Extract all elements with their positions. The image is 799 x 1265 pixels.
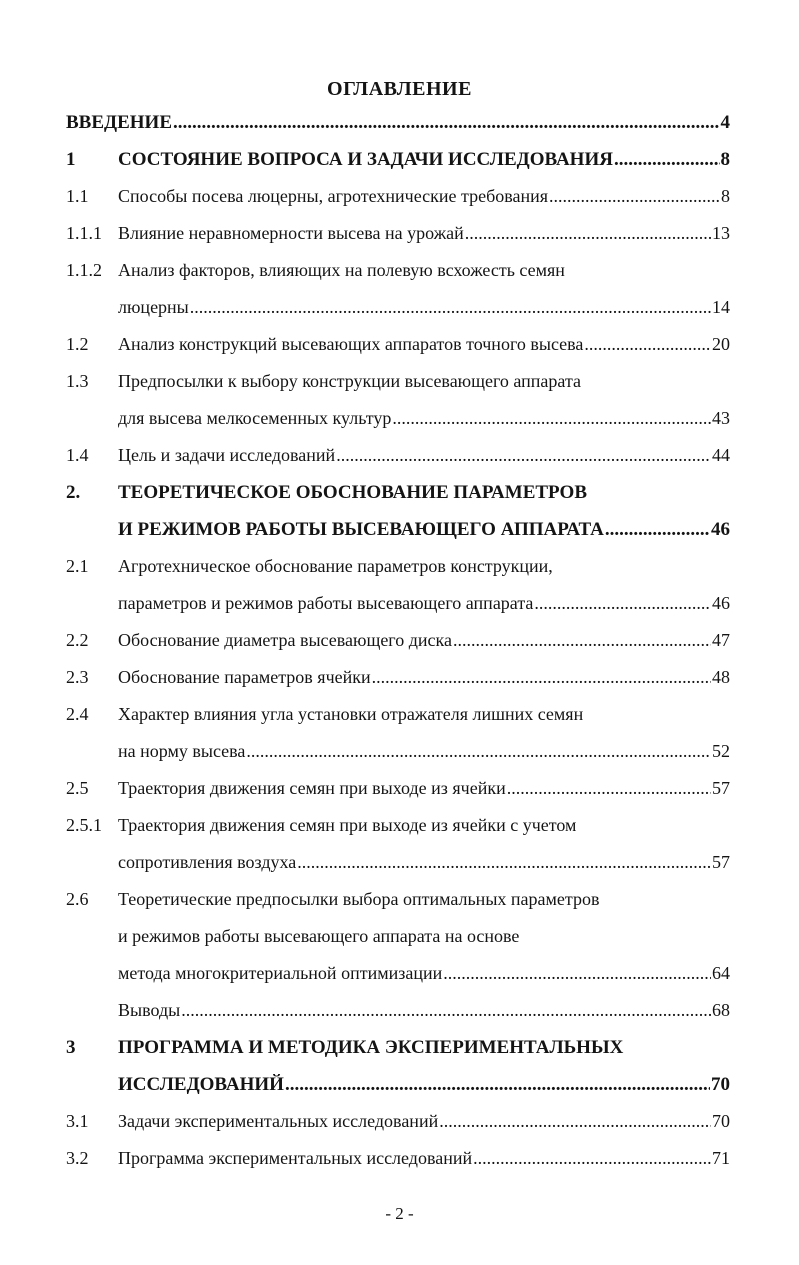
toc-entry bbox=[66, 445, 730, 473]
toc-entry-page: 71 bbox=[712, 1148, 730, 1168]
toc-leader-dots bbox=[285, 1074, 710, 1096]
toc-leader-dots bbox=[297, 852, 711, 873]
toc-entry-title: и режимов работы высевающего аппарата на основе bbox=[118, 926, 520, 946]
toc-entry-title: Агротехническое обоснование параметров конструкции, bbox=[118, 556, 553, 576]
toc-entry-title: Задачи экспериментальных исследований bbox=[118, 1111, 439, 1131]
toc-entry-page: 8 bbox=[721, 186, 730, 206]
toc-entry-body bbox=[118, 741, 730, 762]
toc-entry bbox=[66, 1037, 730, 1065]
toc-entry-body bbox=[118, 778, 730, 799]
toc-entry-title: ВВЕДЕНИЕ bbox=[66, 112, 172, 133]
toc-entry bbox=[66, 1148, 730, 1176]
toc-entry-title: Способы посева люцерны, агротехнические требования bbox=[118, 186, 549, 206]
toc-leader-dots bbox=[173, 112, 720, 134]
toc-entry-body bbox=[118, 926, 730, 947]
toc-entry-title: на норму высева bbox=[118, 741, 246, 761]
toc-entry bbox=[66, 1000, 730, 1028]
toc-entry-page: 52 bbox=[712, 741, 730, 761]
toc-entry-page: 46 bbox=[711, 519, 730, 540]
toc-entry-title: Траектория движения семян при выходе из ячейки с учетом bbox=[118, 815, 577, 835]
toc-entry-number: 2.1 bbox=[66, 556, 89, 576]
toc-entry-title: И РЕЖИМОВ РАБОТЫ ВЫСЕВАЮЩЕГО АППАРАТА bbox=[118, 519, 604, 540]
toc-entry-title: Обоснование диаметра высевающего диска bbox=[118, 630, 452, 650]
toc-entry-title: Обоснование параметров ячейки bbox=[118, 667, 371, 687]
toc-entry-number: 2.5.1 bbox=[66, 815, 102, 835]
toc-entry-body bbox=[118, 1074, 730, 1096]
toc-leader-dots bbox=[584, 334, 711, 355]
toc-entry bbox=[66, 556, 730, 584]
toc-entry-page: 14 bbox=[712, 297, 730, 317]
toc-entry-page: 8 bbox=[720, 149, 730, 170]
toc-entry-title: СОСТОЯНИЕ ВОПРОСА И ЗАДАЧИ ИССЛЕДОВАНИЯ bbox=[118, 149, 613, 170]
toc-entry bbox=[66, 519, 730, 547]
toc-entry-page: 47 bbox=[712, 630, 730, 650]
toc-entry-body bbox=[118, 408, 730, 429]
toc-entry-number: 2. bbox=[66, 482, 81, 503]
toc-entry-body bbox=[118, 889, 730, 910]
toc-entry-body bbox=[118, 371, 730, 392]
toc-entry bbox=[66, 334, 730, 362]
toc-entry-title: Цель и задачи исследований bbox=[118, 445, 336, 465]
toc-entry-title: метода многокритериальной оптимизации bbox=[118, 963, 443, 983]
toc-entry-body bbox=[118, 556, 730, 577]
toc-leader-dots bbox=[246, 741, 711, 762]
toc-entry bbox=[66, 778, 730, 806]
toc-entry-title: Траектория движения семян при выходе из ячейки bbox=[118, 778, 506, 798]
toc-entry-page: 46 bbox=[712, 593, 730, 613]
toc-entry-page: 70 bbox=[712, 1111, 730, 1131]
toc-entry-body bbox=[118, 482, 730, 504]
toc-leader-dots bbox=[190, 297, 711, 318]
toc-entry-number: 1 bbox=[66, 149, 76, 170]
toc-entry-title: ИССЛЕДОВАНИЙ bbox=[118, 1074, 284, 1095]
toc-entry-title: Анализ конструкций высевающих аппаратов точного высева bbox=[118, 334, 584, 354]
toc-leader-dots bbox=[465, 223, 711, 244]
toc-entry-number: 1.1.2 bbox=[66, 260, 102, 280]
toc-entry-title: Характер влияния угла установки отражателя лишних семян bbox=[118, 704, 584, 724]
toc-entry-page: 13 bbox=[712, 223, 730, 243]
toc-entry-number: 3.2 bbox=[66, 1148, 89, 1168]
toc-entry-title: Влияние неравномерности высева на урожай bbox=[118, 223, 464, 243]
toc-entry-title: Предпосылки к выбору конструкции высевающего аппарата bbox=[118, 371, 582, 391]
toc-entry-page: 68 bbox=[712, 1000, 730, 1020]
toc-entry bbox=[66, 112, 730, 140]
toc-entry-page: 48 bbox=[712, 667, 730, 687]
toc-entry-title: ПРОГРАММА И МЕТОДИКА ЭКСПЕРИМЕНТАЛЬНЫХ bbox=[118, 1037, 624, 1058]
toc-entry bbox=[66, 371, 730, 399]
toc-entry-title: Теоретические предпосылки выбора оптимальных параметров bbox=[118, 889, 600, 909]
toc-entry-number: 1.3 bbox=[66, 371, 89, 391]
toc-entry bbox=[66, 815, 730, 843]
toc-entry bbox=[66, 408, 730, 436]
toc-entry-title: Анализ факторов, влияющих на полевую всхожесть семян bbox=[118, 260, 565, 280]
toc-entry bbox=[66, 630, 730, 658]
toc-entry bbox=[66, 149, 730, 177]
toc-entry-body bbox=[118, 186, 730, 207]
toc-leader-dots bbox=[473, 1148, 711, 1169]
toc-leader-dots bbox=[605, 519, 710, 541]
toc-entry-body bbox=[118, 1000, 730, 1021]
toc-entry-body bbox=[66, 112, 730, 134]
page-title: ОГЛАВЛЕНИЕ bbox=[327, 78, 472, 100]
toc-leader-dots bbox=[181, 1000, 711, 1021]
toc-entry-title: люцерны bbox=[118, 297, 189, 317]
toc-leader-dots bbox=[614, 149, 720, 171]
toc-entry-number: 2.5 bbox=[66, 778, 89, 798]
toc-entry bbox=[66, 963, 730, 991]
toc-entry bbox=[66, 223, 730, 251]
toc-leader-dots bbox=[336, 445, 711, 466]
toc-entry-number: 1.1.1 bbox=[66, 223, 102, 243]
toc-entry-number: 2.6 bbox=[66, 889, 89, 909]
toc-entry-body bbox=[118, 297, 730, 318]
toc-entry-body bbox=[118, 1037, 730, 1059]
toc-entry-title: параметров и режимов работы высевающего аппарата bbox=[118, 593, 534, 613]
toc-entry-body bbox=[118, 815, 730, 836]
toc-entry-page: 4 bbox=[720, 112, 730, 133]
toc-leader-dots bbox=[439, 1111, 711, 1132]
toc-entry-body bbox=[118, 260, 730, 281]
toc-entry bbox=[66, 741, 730, 769]
toc-leader-dots bbox=[392, 408, 711, 429]
toc-leader-dots bbox=[549, 186, 720, 207]
toc-entry bbox=[66, 889, 730, 917]
toc-entry-number: 2.2 bbox=[66, 630, 89, 650]
toc-entry bbox=[66, 297, 730, 325]
toc-entry-body bbox=[118, 630, 730, 651]
toc-leader-dots bbox=[534, 593, 711, 614]
toc-entry-body bbox=[118, 704, 730, 725]
toc-entry-number: 1.4 bbox=[66, 445, 89, 465]
page-number: - 2 - bbox=[385, 1204, 414, 1223]
toc-leader-dots bbox=[453, 630, 711, 651]
toc-entry-page: 20 bbox=[712, 334, 730, 354]
toc-entry-body bbox=[118, 852, 730, 873]
toc-entry-number: 1.1 bbox=[66, 186, 89, 206]
toc-entry-number: 3 bbox=[66, 1037, 76, 1058]
toc-entry-body bbox=[118, 445, 730, 466]
toc-entry-title: Программа экспериментальных исследований bbox=[118, 1148, 473, 1168]
toc-entry bbox=[66, 926, 730, 954]
toc-entry-number: 3.1 bbox=[66, 1111, 89, 1131]
toc-entry-body bbox=[118, 223, 730, 244]
toc-entry-body bbox=[118, 1111, 730, 1132]
toc-entry-number: 1.2 bbox=[66, 334, 89, 354]
toc-entry-body bbox=[118, 149, 730, 171]
toc-entry bbox=[66, 482, 730, 510]
toc-entry-body bbox=[118, 334, 730, 355]
toc-entry-page: 44 bbox=[712, 445, 730, 465]
toc-entry-page: 70 bbox=[711, 1074, 730, 1095]
toc-entry-title: сопротивления воздуха bbox=[118, 852, 297, 872]
toc-entry-page: 43 bbox=[712, 408, 730, 428]
toc-entry-page: 57 bbox=[712, 778, 730, 798]
toc-entry-body bbox=[118, 593, 730, 614]
toc-entry-number: 2.3 bbox=[66, 667, 89, 687]
toc-entry bbox=[66, 593, 730, 621]
toc-entry-body bbox=[118, 667, 730, 688]
toc-leader-dots bbox=[507, 778, 711, 799]
toc-entry bbox=[66, 704, 730, 732]
toc-entry-body bbox=[118, 1148, 730, 1169]
toc-entry-number: 2.4 bbox=[66, 704, 89, 724]
toc-entry-page: 57 bbox=[712, 852, 730, 872]
toc-leader-dots bbox=[372, 667, 711, 688]
toc-entry-page: 64 bbox=[712, 963, 730, 983]
toc-entry bbox=[66, 260, 730, 288]
toc-entry-body bbox=[118, 519, 730, 541]
toc-entry-title: Выводы bbox=[118, 1000, 181, 1020]
toc-entry-title: ТЕОРЕТИЧЕСКОЕ ОБОСНОВАНИЕ ПАРАМЕТРОВ bbox=[118, 482, 587, 503]
toc-entry-body bbox=[118, 963, 730, 984]
toc-entry bbox=[66, 667, 730, 695]
toc-entry bbox=[66, 852, 730, 880]
toc-leader-dots bbox=[443, 963, 711, 984]
toc-entry bbox=[66, 1111, 730, 1139]
toc-entry-title: для высева мелкосеменных культур bbox=[118, 408, 392, 428]
toc-entry bbox=[66, 186, 730, 214]
toc-entry bbox=[66, 1074, 730, 1102]
